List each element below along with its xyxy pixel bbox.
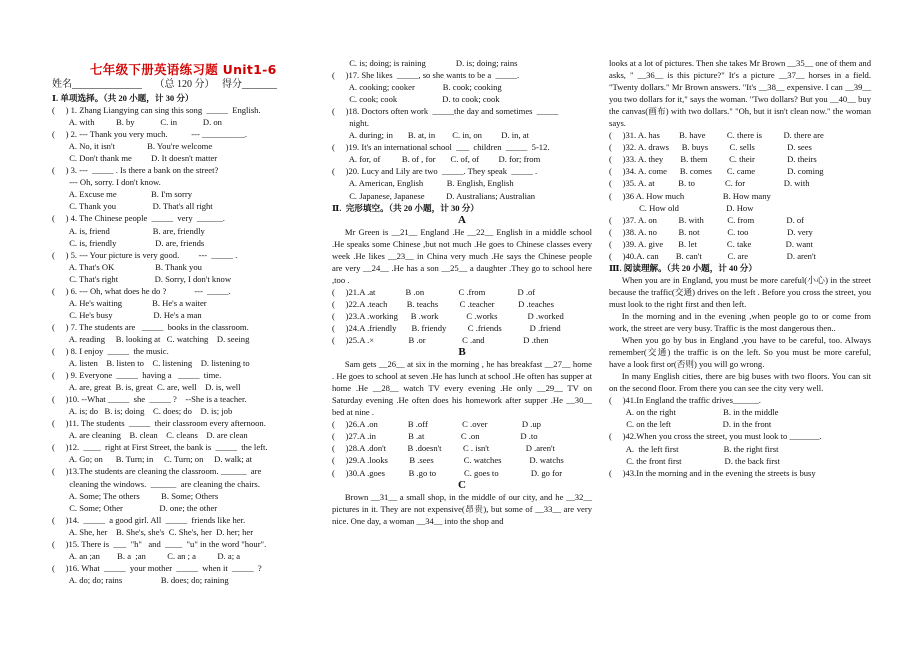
choice-line: ( )30.A .goes B .go to C. goes to D. go for <box>332 467 563 478</box>
option-line: A. do; do; rains B. does; do; raining <box>52 574 229 585</box>
question-line: night. <box>332 118 370 129</box>
question-line: ( )16. What _____ your mother _____ when it _____ ? <box>52 562 262 573</box>
question-line: ( ) 8. I enjoy _____ the music. <box>52 345 169 356</box>
column-right <box>609 57 871 479</box>
question-line: --- Oh, sorry. I don't know. <box>52 177 161 188</box>
option-line: A. American, English B. English, English <box>332 178 514 189</box>
option-line: C. Some; Other D. one; the other <box>52 502 218 513</box>
page-title: 七年级下册英语练习题 Unit1-6 <box>90 62 277 77</box>
choice-line: ( )36 A. How much B. How many <box>609 190 771 201</box>
choice-line: ( )21.A .at B .on C .from D .of <box>332 286 536 297</box>
option-line: A. the left first B. the right first <box>609 443 779 454</box>
passage-letter-c: C <box>458 478 466 491</box>
name-field: 姓名______________ <box>52 79 142 90</box>
choice-line: ( )40.A. can B. can't C. are D. aren't <box>609 250 816 261</box>
choice-line: ( )29.A .looks B .sees C. watches D. watchs <box>332 455 564 466</box>
passage-letter-b: B <box>458 346 466 359</box>
question-line: ( )19. It's an international school ___ children _____ 5-12. <box>332 142 550 153</box>
total-score: （总 120 分） <box>154 79 215 90</box>
option-line: C. He's busy D. He's a man <box>52 309 202 320</box>
question-line: ( ) 5. --- Your picture is very good. --- _____ . <box>52 249 238 260</box>
passage-c-continued: looks at a lot of pictures. Then she takes Mr Brown __35__ one of them and asks, " __36__ is this picture?" It's a picture __37__ horses in a field. "Twenty dollars." Mr Brown answers. "It's __38__ expensive. I can __39__ you two dollars for it," says the woman. "Two dollars? But you __40__ buy the canvas(画布) with two dollars." "Oh, but it isn't clean now." the woman says. <box>609 58 871 129</box>
option-line: A. reading B. looking at C. watching D. seeing <box>52 333 250 344</box>
option-line: A. Some; The others B. Some; Others <box>52 490 219 501</box>
option-line: C. is, friendly D. are, friends <box>52 237 205 248</box>
choice-line: ( )24.A .friendly B. friendy C .friends D .friend <box>332 322 561 333</box>
section-title: Ⅰ. 单项选择。（共 20 小题，计 30 分） <box>52 93 194 103</box>
question-line: ( ) 4. The Chinese people _____ very ______. <box>52 213 225 224</box>
option-line: A. for, of B. of , for C. of, of D. for; from <box>332 154 541 165</box>
question-line: ( ) 1. Zhang Liangying can sing this song _____ English. <box>52 105 261 116</box>
question-line: ( )12. ____ right at First Street, the bank is _____ the left. <box>52 442 268 453</box>
column-left <box>52 62 314 586</box>
choice-line: ( )22.A .teach B. teachs C .teacher D .teaches <box>332 298 554 309</box>
option-line: A. with B. by C. in D. on <box>52 117 222 128</box>
option-line: C. cook; cook D. to cook; cook <box>332 94 500 105</box>
question-line: ( )15. There is ___ "h" and ____ "u" in the word "hour". <box>52 538 267 549</box>
option-line: C. Japanese, Japanese D. Australians; Australian <box>332 190 536 201</box>
choice-line: ( )25.A .× B .or C .and D .then <box>332 335 549 346</box>
question-line: cleaning the windows. ______ are cleaning the chairs. <box>52 478 260 489</box>
option-line: C. the front first D. the back first <box>609 455 780 466</box>
question-line: ( ) 7. The students are _____ books in the classroom. <box>52 321 249 332</box>
question-line: ( )10. --What _____ she _____ ? --She is a teacher. <box>52 394 247 405</box>
question-line: ( )42.When you cross the street, you must look to _______. <box>609 431 822 442</box>
choice-line: ( )28.A .don't B .doesn't C . isn't D .aren't <box>332 443 555 454</box>
question-line: ( )41.In England the traffic drives______. <box>609 395 761 406</box>
option-line: A. listen B. listen to C. listening D. listening to <box>52 358 250 369</box>
option-line: A. is, friend B. are, friendly <box>52 225 205 236</box>
choice-line: ( )37. A. on B. with C. from D. of <box>609 214 805 225</box>
option-line: A. No, it isn't B. You're welcome <box>52 141 213 152</box>
question-line: ( ) 2. --- Thank you very much. --- __________. <box>52 129 248 140</box>
question-line: ( )17. She likes _____, so she wants to be a _____. <box>332 70 520 81</box>
reading-paragraph: In the morning and in the evening ,when people go to or come from work, the street are very busy. Traffic is the most dangerous then.. <box>609 310 871 334</box>
option-line: A. She, her B. She's, she's C. She's, her D. her; her <box>52 526 254 537</box>
option-line: C. That's right D. Sorry, I don't know <box>52 273 232 284</box>
score-field: 得分_______ <box>222 79 277 90</box>
choice-line: ( )38. A. no B. not C. too D. very <box>609 226 813 237</box>
option-line: A. are cleaning B. clean C. cleans D. are clean <box>52 430 248 441</box>
passage-c-start: Brown __31__ a small shop, in the middle of our city, and he __32__ pictures in it. They are not expensive(昂贵), but some of __33__ are very nice. One day, a woman __34__ into the shop and <box>332 491 592 526</box>
choice-line: ( )35. A. at B. to C. for D. with <box>609 178 810 189</box>
question-line: ( ) 3. --- _____ . Is there a bank on the street? <box>52 165 219 176</box>
option-line: A. on the right B. in the middle <box>609 407 779 418</box>
option-line: A. during; in B. at, in C. in, on D. in, at <box>332 130 529 141</box>
choice-line: ( )26.A .on B .off C .over D .up <box>332 419 541 430</box>
option-line: C. Thank you D. That's all right <box>52 201 213 212</box>
section-title: Ⅱ. 完形填空。（共 20 小题，计 30 分） <box>332 202 479 213</box>
question-line: ( )18. Doctors often work _____the day and sometimes _____ <box>332 106 559 117</box>
option-line: A. is; do B. is; doing C. does; do D. is; job <box>52 406 233 417</box>
choice-line: ( )32. A. draws B. buys C. sells D. sees <box>609 142 812 153</box>
question-line: ( ) 9. Everyone _____ having a _____ time. <box>52 370 222 381</box>
option-line: A. cooking; cooker B. cook; cooking <box>332 82 502 93</box>
choice-line: ( )39. A. give B. let C. take D. want <box>609 238 813 249</box>
column-middle <box>332 57 592 527</box>
header-line <box>52 78 314 92</box>
question-line: ( )20. Lucy and Lily are two _____. They speak _____ . <box>332 166 538 177</box>
passage-letter-a: A <box>458 213 466 226</box>
reading-paragraph: In many English cities, there are big buses with two floors. You can sit on the second floor. From there you can see the city very well. <box>609 371 871 394</box>
option-line: C. Don't thank me D. It doesn't matter <box>52 153 218 164</box>
option-line: A. Excuse me B. I'm sorry <box>52 189 192 200</box>
option-line: A. are, great B. is, great C. are, well D. is, well <box>52 382 241 393</box>
choice-line: ( )27.A .in B .at C .on D .to <box>332 431 538 442</box>
option-line: C. on the left D. in the front <box>609 419 772 430</box>
option-line: A. He's waiting B. He's a waiter <box>52 297 207 308</box>
option-line: C. is; doing; is raining D. is; doing; rains <box>332 58 518 68</box>
option-line: A. Go; on B. Turn; in C. Turn; on D. walk; at <box>52 454 253 465</box>
reading-paragraph: When you are in England, you must be more careful(小心) in the street because the traffic(交通) drives on the left . Before you cross the street, you must look to the right first and then left. <box>609 274 871 309</box>
choice-line: ( )31. A. has B. have C. there is D. there are <box>609 130 824 141</box>
section-title: Ⅲ. 阅读理解。（共 20 小题，计 40 分） <box>609 262 757 273</box>
choice-line: C. How old D. How <box>609 202 754 213</box>
question-line: ( )13.The students are cleaning the classroom. ______ are <box>52 466 262 477</box>
option-line: A. That's OK B. Thank you <box>52 261 202 272</box>
question-line: ( )43.In the morning and in the evening the streets is busy <box>609 467 816 478</box>
question-line: ( )14. _____ a good girl. All _____ friends like her. <box>52 514 246 525</box>
passage-b: Sam gets __26__ at six in the morning , he has breakfast __27__ home . He goes to school at seven .He has lunch at school .He often has supper at home .He __28__ watch TV every evening .He only __29__ TV on Saturday evening .He often does his homework after supper .He __30__ bed at nine . <box>332 359 592 418</box>
reading-paragraph: When you go by bus in England ,you have to be careful, too. Always remember(交通) the traffic is on the left. So you must be more careful, have a look first or(否则) you will go wrong. <box>609 335 871 370</box>
option-line: A. an ;an B. a ;an C. an ; a D. a; a <box>52 550 241 561</box>
choice-line: ( )34. A. come B. comes C. came D. coming <box>609 166 824 177</box>
question-line: ( ) 6. --- Oh, what does he do ? --- _____. <box>52 285 231 296</box>
choice-line: ( )23.A .working B .work C .works D .worked <box>332 310 564 321</box>
question-line: ( )11. The students _____ their classroom every afternoon. <box>52 418 266 429</box>
choice-line: ( )33. A. they B. them C. their D. theirs <box>609 154 817 165</box>
passage-a: Mr Green is __21__ England .He __22__ English in a middle school .He speaks some Chinese ,but not much .He goes to Chinese classes every week .He likes __23__ in China very much .He says the Chinese people are very __24__ .He has a son __25__ a daughter .They go to school here ,too . <box>332 226 592 285</box>
